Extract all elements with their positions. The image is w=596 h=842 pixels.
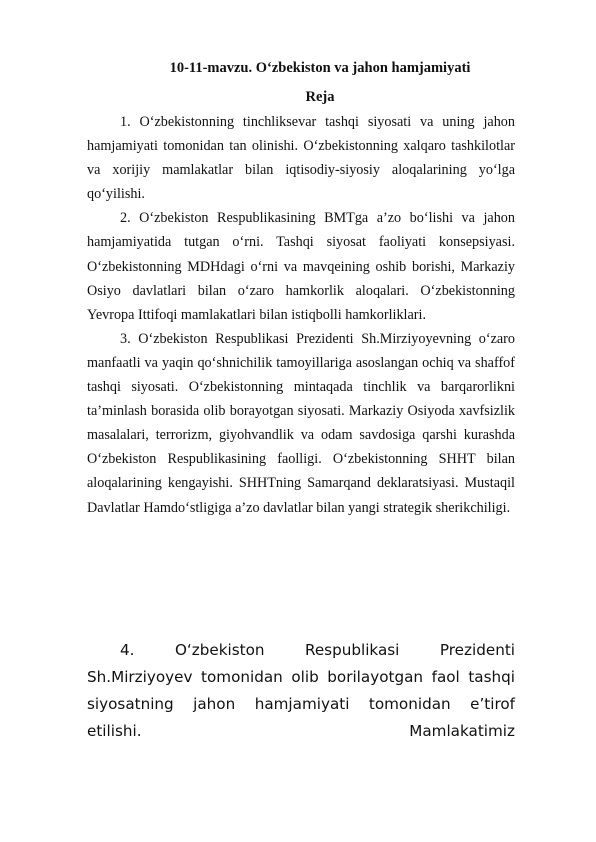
plan-item-2: 2. O‘zbekiston Respublikasining BMTga a’zo bo‘lishi va jahon hamjamiyatida tutgan o‘rni. Tashqi siyosat faoliyati konsepsiyasi. O‘zbekistonning MDHdagi o‘rni va mavqeining oshib borishi, Markaziy Osiyo davlatlari bilan o‘zaro hamkorlik aloqalari. O‘zbekistonning Yevropa Ittifoqi mamlakatlari bilan istiqbolli hamkorliklari.: [87, 210, 515, 323]
document-subtitle: Reja: [305, 89, 335, 105]
plan-item-4: 4. O‘zbekiston Respublikasi Prezidenti Sh.Mirziyoyev tomonidan olib borilayotgan faol tashqi siyosatning jahon hamjamiyati tomonidan e’tirof etilishi. Mamlakatimiz: [87, 641, 515, 740]
plan-item-1: 1. O‘zbekistonning tinchliksevar tashqi siyosati va uning jahon hamjamiyati tomonidan tan olinishi. O‘zbekistonning xalqaro tashkilotlar va xorijiy mamlakatlar bilan iqtisodiy-siyosiy aloqalarining yo‘lga qo‘yilishi.: [87, 114, 515, 203]
plan-item-4-block: [87, 637, 515, 745]
document-title: 10-11-mavzu. O‘zbekiston va jahon hamjamiyati: [169, 60, 471, 76]
plan-list: [87, 110, 515, 520]
plan-item-3: 3. O‘zbekiston Respublikasi Prezidenti Sh.Mirziyoyevning o‘zaro manfaatli va yaqin qo‘shnichilik tamoyillariga asoslangan ochiq va shaffof tashqi siyosati. O‘zbekistonning mintaqada tinchlik va barqarorlikni ta’minlash borasida olib borayotgan siyosati. Markaziy Osiyoda xavfsizlik masalalari, terrorizm, giyohvandlik va odam savdosiga qarshi kurashda O‘zbekiston Respublikasining faolligi. O‘zbekistonning SHHT bilan aloqalarining kengayishi. SHHTning Samarqand deklaratsiyasi. Mustaqil Davlatlar Hamdo‘stligiga a’zo davlatlar bilan yangi strategik sherikchiligi.: [87, 330, 515, 516]
